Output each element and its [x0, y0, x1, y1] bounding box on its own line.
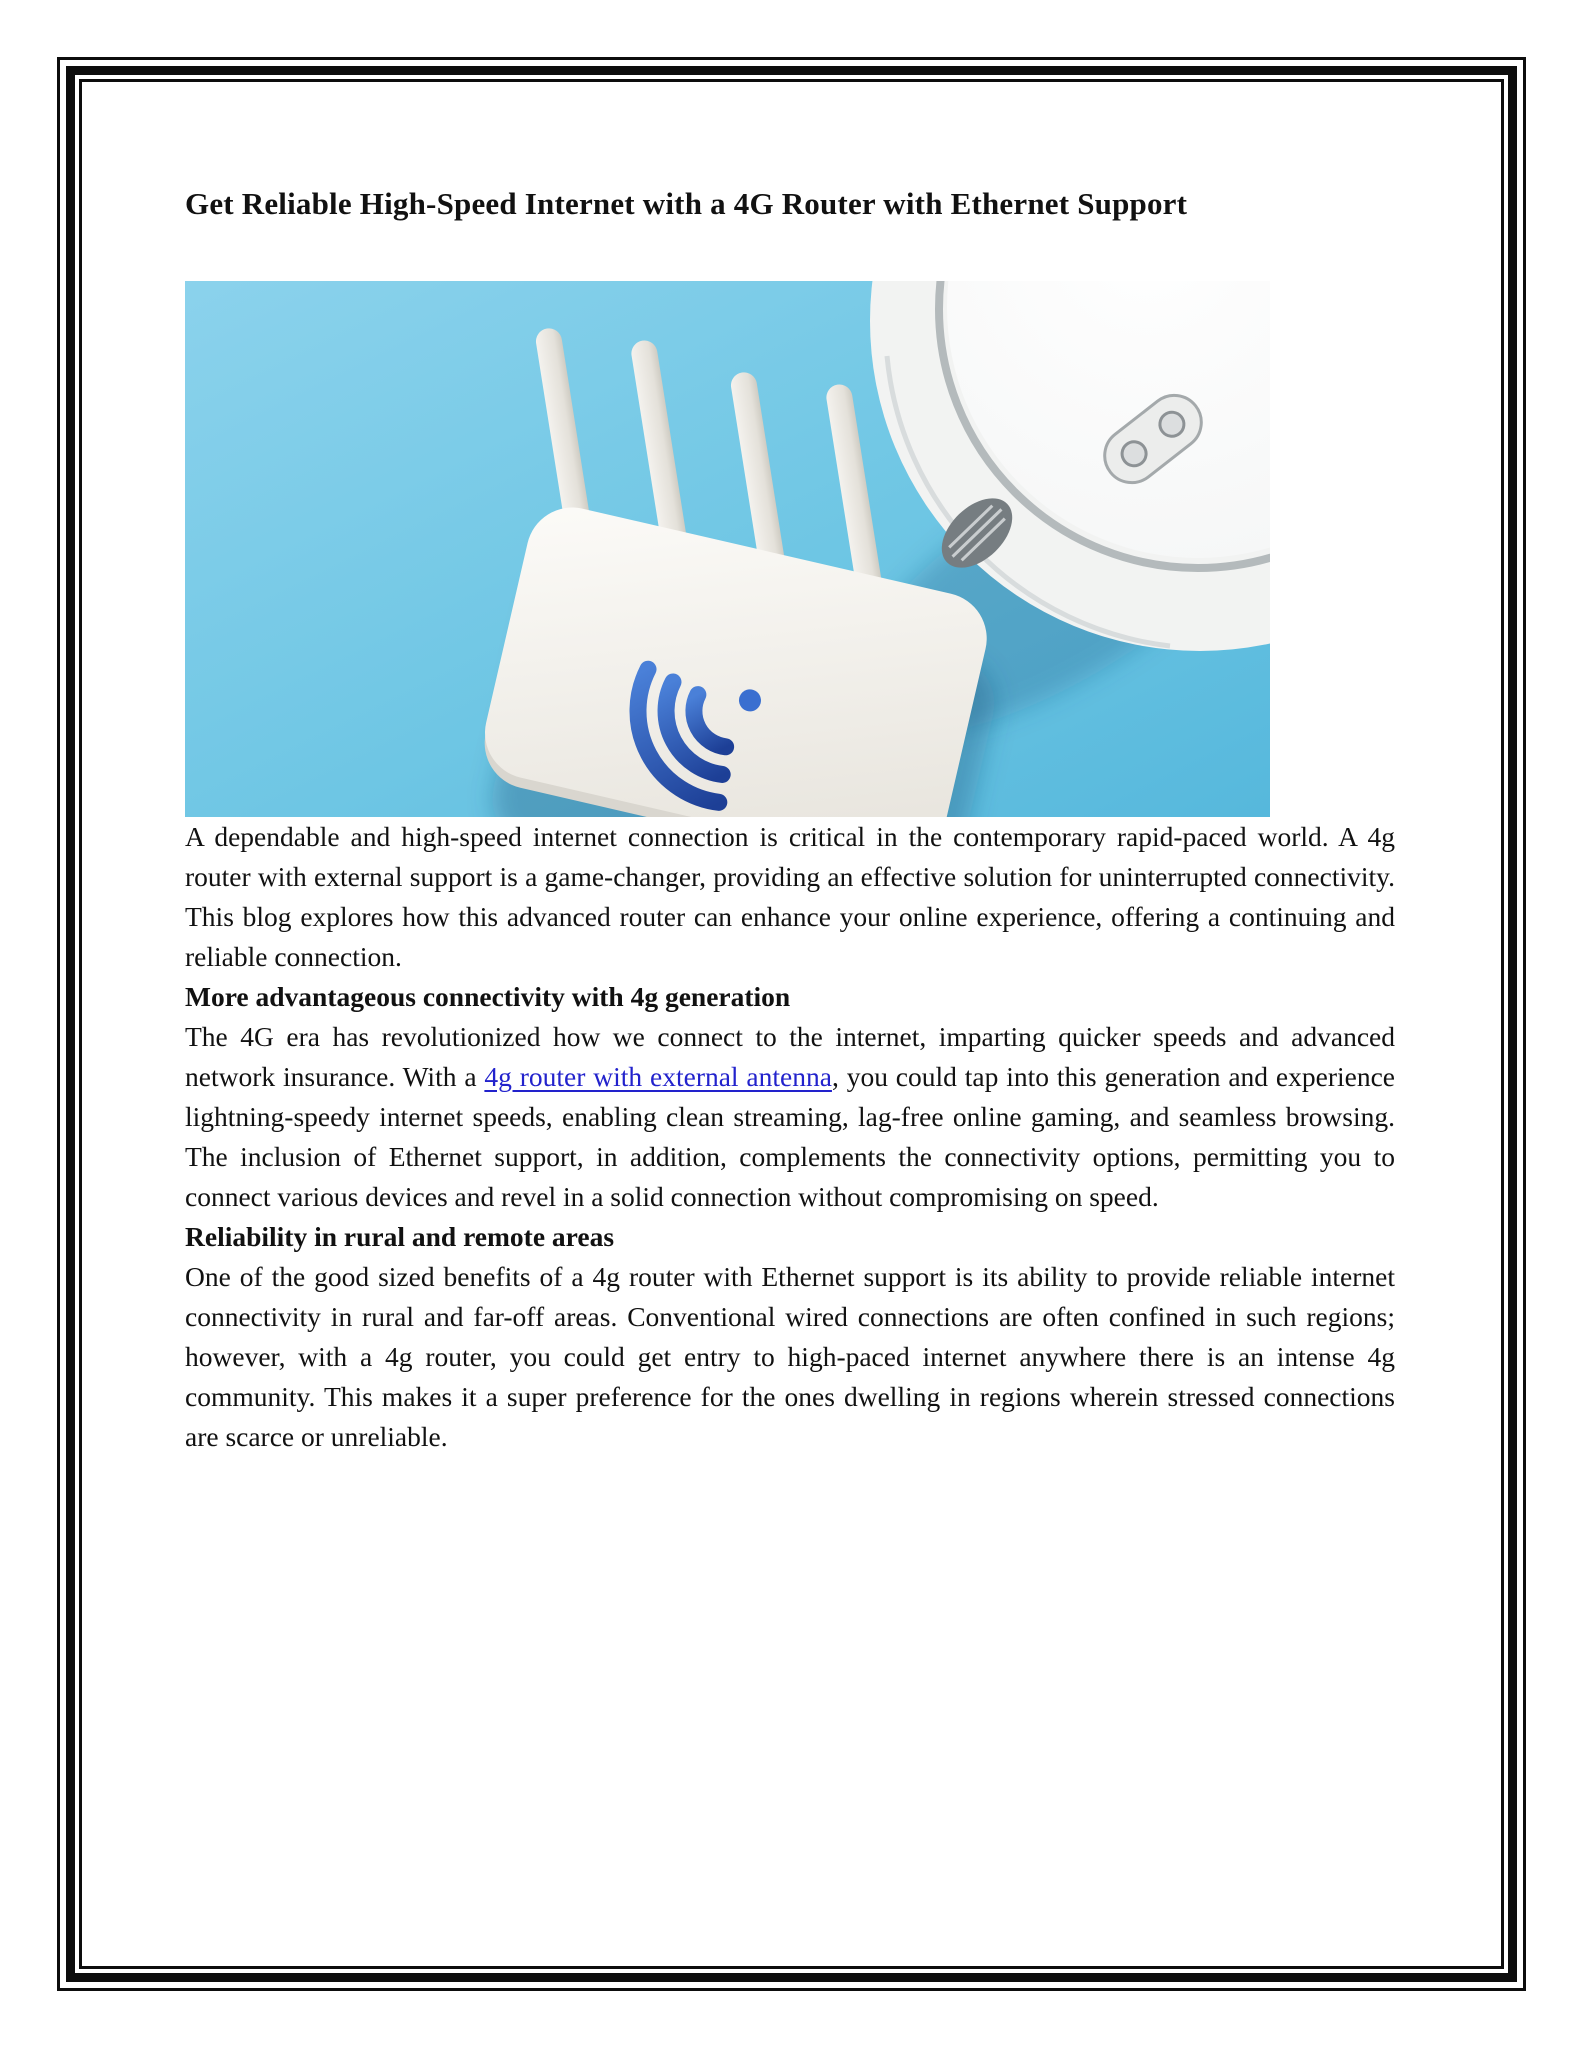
router-antenna-link[interactable]: 4g router with external antenna — [484, 1061, 832, 1092]
section-heading-connectivity: More advantageous connectivity with 4g generation — [185, 981, 791, 1012]
page-title: Get Reliable High-Speed Internet with a 4G Router with Ethernet Support — [185, 186, 1188, 221]
paragraph-text-before-link: The 4G era has revolutionized how we connect to the internet, imparting quicker speeds and advanced network insurance. With a — [185, 1021, 1395, 1092]
hero-image-router-photo — [185, 281, 1270, 817]
connectivity-paragraph — [185, 1017, 1395, 1217]
section-heading-reliability: Reliability in rural and remote areas — [185, 1221, 615, 1252]
intro-paragraph: A dependable and high-speed internet connection is critical in the contemporary rapid-paced world. A 4g router with external support is a game-changer, providing an effective solution for uninterrupted connectivity. This blog explores how this advanced router can enhance your online experience, offering a continuing and reliable connection. — [185, 821, 1395, 972]
reliability-paragraph: One of the good sized benefits of a 4g router with Ethernet support is its ability to provide reliable internet connectivity in rural and far-off areas. Conventional wired connections are often confined in such regions; however, with a 4g router, you could get entry to high-paced internet anywhere there is an intense 4g community. This makes it a super preference for the ones dwelling in regions wherein stressed connections are scarce or unreliable. — [185, 1261, 1395, 1452]
article — [185, 0, 1395, 1457]
paragraph-text-after-link: , you could tap into this generation and experience lightning-speedy internet speeds, enabling clean streaming, lag-free online gaming, and seamless browsing. The inclusion of Ethernet support, in addition, complements the connectivity options, permitting you to connect various devices and revel in a solid connection without compromising on speed. — [185, 1061, 1395, 1212]
